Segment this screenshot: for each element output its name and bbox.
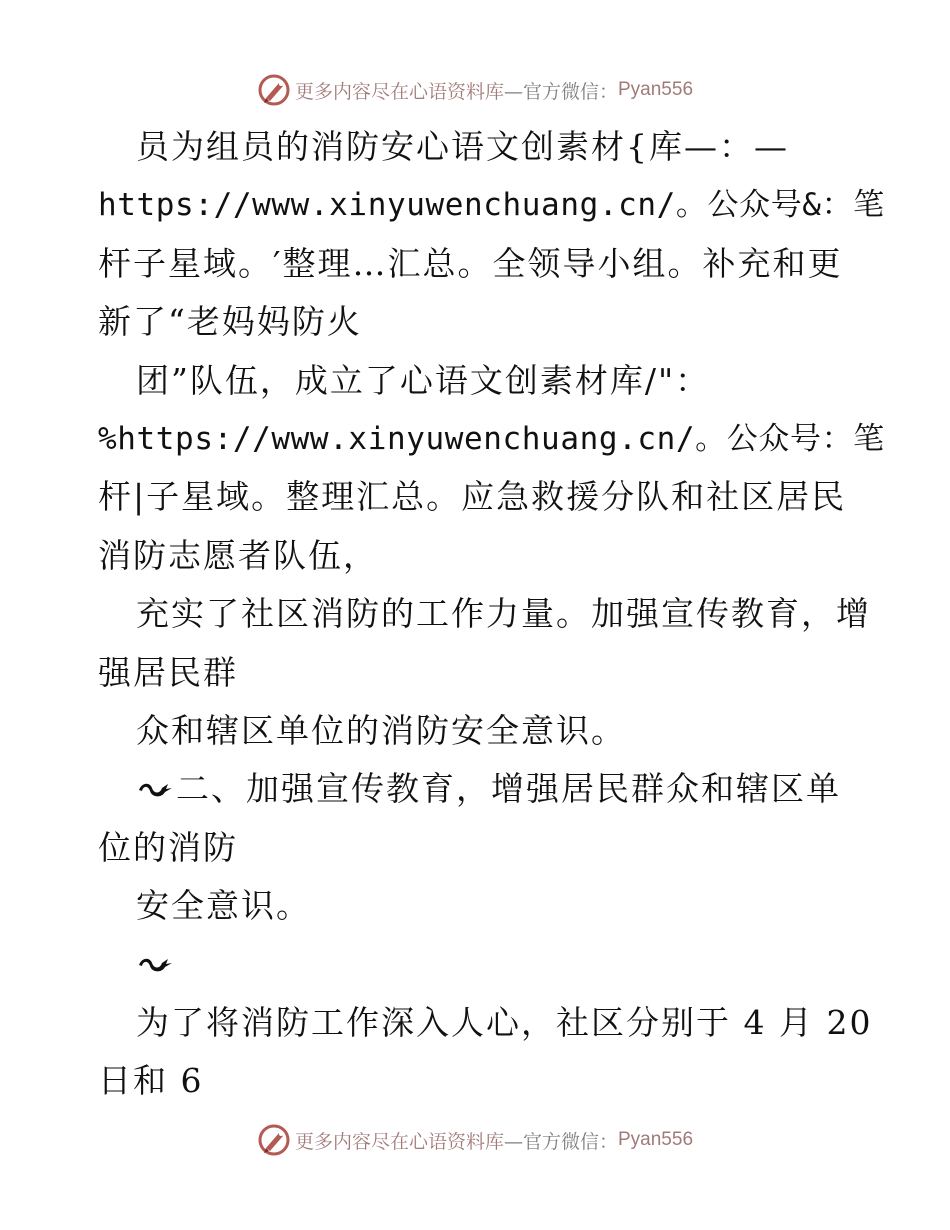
text-line: 为了将消防工作深入人心，社区分别于 4 月 20 <box>136 1002 873 1042</box>
banner-wechat-id: Pyan556 <box>618 1129 694 1150</box>
banner-wechat-label: —官方微信： <box>503 80 618 103</box>
fleuron-icon <box>136 776 174 800</box>
text-line: 众和辖区单位的消防安全意识。 <box>136 710 626 750</box>
text-line: https://www.xinyuwenchuang.cn/。公众号&：笔 <box>98 187 885 224</box>
section-heading-line <box>98 760 858 818</box>
text-line: 安全意识。 <box>136 886 311 926</box>
header-banner <box>0 70 950 110</box>
banner-wechat-label: —官方微信： <box>503 1130 618 1153</box>
text-line: 位的消防 <box>98 827 238 867</box>
text-line: 日和 6 <box>98 1061 204 1101</box>
pen-logo-icon <box>257 73 291 107</box>
pen-logo-icon <box>257 1123 291 1157</box>
fleuron-icon <box>136 951 174 975</box>
text-line: 杆|子星域。整理汇总。应急救援分队和社区居民 <box>98 477 847 517</box>
document-body <box>98 118 885 1111</box>
text-line: 团”队伍，成立了心语文创素材库/"： <box>136 360 711 400</box>
text-line: 充实了社区消防的工作力量。加强宣传教育，增 <box>136 594 871 634</box>
banner-title: 更多内容尽在心语资料库 <box>294 1130 504 1153</box>
text-line: 员为组员的消防安心语文创素材{库—：— <box>136 127 789 166</box>
footer-banner <box>0 1120 950 1160</box>
text-line: 消防志愿者队伍， <box>98 535 378 575</box>
section-heading-text: 二、加强宣传教育，增强居民群众和辖区单 <box>176 769 841 809</box>
banner-wechat-id: Pyan556 <box>618 79 694 100</box>
text-line: 杆子星域。′整理…汇总。全领导小组。补充和更 <box>98 243 843 283</box>
text-line: %https://www.xinyuwenchuang.cn/。公众号：笔 <box>98 420 885 457</box>
text-line: 新了“老妈妈防火 <box>98 302 362 342</box>
text-line: 强居民群 <box>98 652 238 692</box>
fleuron-line <box>98 935 858 993</box>
banner-title: 更多内容尽在心语资料库 <box>294 80 504 103</box>
